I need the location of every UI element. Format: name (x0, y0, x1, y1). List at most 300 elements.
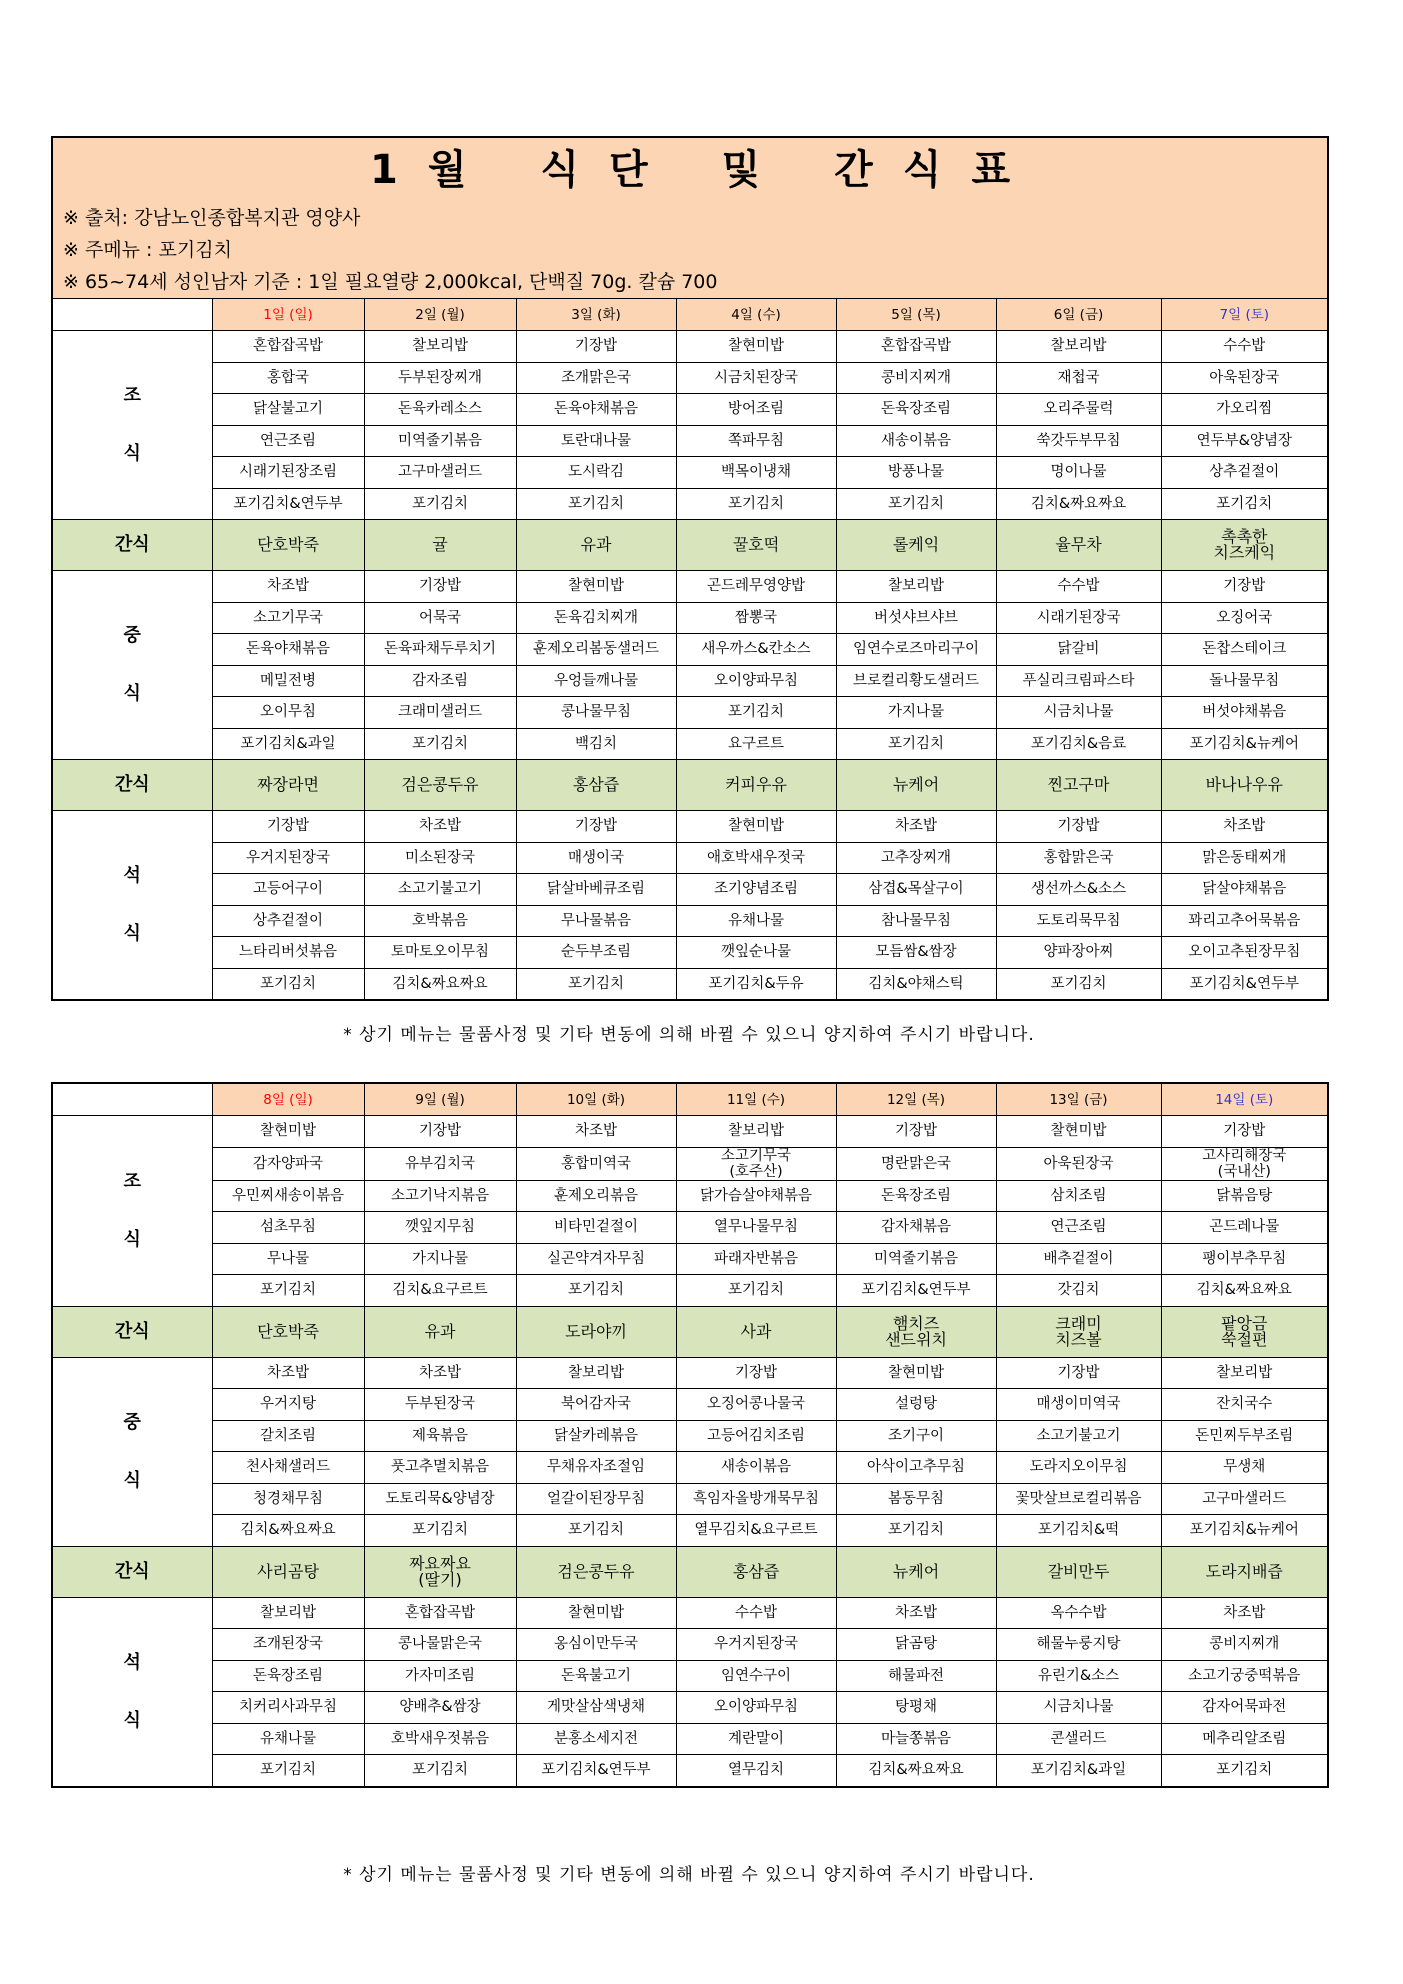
menu-item: 제육볶음 (364, 1420, 516, 1452)
menu-item: 기장밥 (996, 1357, 1161, 1389)
meal-label-char: 석 (123, 1651, 141, 1673)
meal-row (52, 1212, 1328, 1244)
menu-item: 차조밥 (836, 811, 996, 843)
menu-item: 고등어구이 (212, 874, 364, 906)
change-notice: * 상기 메뉴는 물품사정 및 기타 변동에 의해 바뀔 수 있으니 양지하여 주시기 바랍니다. (343, 1025, 1035, 1045)
dinner-label (52, 1597, 212, 1787)
menu-item: 설렁탕 (836, 1389, 996, 1421)
meal-label-char: 중 (123, 1411, 141, 1433)
snack-item: 크래미 치즈볼 (996, 1306, 1161, 1357)
meal-row (52, 665, 1328, 697)
meal-label-char: 식 (123, 923, 141, 944)
menu-item: 수수밥 (1161, 331, 1328, 363)
menu-item: 콩나물맑은국 (364, 1629, 516, 1661)
meal-row (52, 488, 1328, 520)
menu-item: 찰보리밥 (1161, 1357, 1328, 1389)
menu-item: 포기김치&두유 (676, 968, 836, 1000)
day-header: 13일 (금) (996, 1083, 1161, 1116)
menu-item: 비타민겉절이 (516, 1212, 676, 1244)
snack-item: 도라지배즙 (1161, 1546, 1328, 1597)
menu-item: 시금치나물 (996, 697, 1161, 729)
menu-item: 두부된장국 (364, 1389, 516, 1421)
meal-row (52, 1755, 1328, 1787)
menu-item: 상추겉절이 (212, 905, 364, 937)
snack-row-pm (52, 760, 1328, 811)
menu-item: 닭가슴살야채볶음 (676, 1180, 836, 1212)
menu-item: 김치&짜요짜요 (212, 1515, 364, 1547)
meal-row (52, 1452, 1328, 1484)
menu-item: 차조밥 (212, 571, 364, 603)
day-header-corner (52, 299, 212, 331)
menu-item: 포기김치&뉴케어 (1161, 728, 1328, 760)
menu-item: 오이양파무침 (676, 1692, 836, 1724)
menu-item: 가지나물 (836, 697, 996, 729)
menu-item: 혼합잡곡밥 (364, 1597, 516, 1629)
menu-item: 차조밥 (364, 811, 516, 843)
meal-row (52, 842, 1328, 874)
menu-item: 매생이국 (516, 842, 676, 874)
day-header: 10일 (화) (516, 1083, 676, 1116)
menu-item: 훈제오리볶음 (516, 1180, 676, 1212)
menu-item: 조개맑은국 (516, 362, 676, 394)
menu-item: 삼겹&목살구이 (836, 874, 996, 906)
menu-item: 치커리사과무침 (212, 1692, 364, 1724)
menu-item: 포기김치 (996, 968, 1161, 1000)
week2-lunch (52, 1357, 1328, 1546)
menu-item: 애호박새우젓국 (676, 842, 836, 874)
menu-item: 도시락김 (516, 457, 676, 489)
menu-item: 닭살카레볶음 (516, 1420, 676, 1452)
menu-item: 열무김치 (676, 1755, 836, 1787)
menu-item: 시래기된장국 (996, 602, 1161, 634)
dinner-label (52, 811, 212, 1001)
menu-item: 가오리찜 (1161, 394, 1328, 426)
menu-item: 미소된장국 (364, 842, 516, 874)
lunch-label (52, 571, 212, 760)
menu-item: 닭갈비 (996, 634, 1161, 666)
menu-item: 청경채무침 (212, 1483, 364, 1515)
menu-item: 아삭이고추무침 (836, 1452, 996, 1484)
menu-item: 메추리알조림 (1161, 1723, 1328, 1755)
snack-item: 유과 (364, 1306, 516, 1357)
snack-item: 유과 (516, 520, 676, 571)
menu-item: 백김치 (516, 728, 676, 760)
menu-item: 포기김치&과일 (212, 728, 364, 760)
menu-item: 포기김치 (212, 968, 364, 1000)
meal-label-char: 조 (123, 1170, 141, 1192)
menu-item: 닭살불고기 (212, 394, 364, 426)
menu-item: 고구마샐러드 (364, 457, 516, 489)
menu-item: 팽이부추무침 (1161, 1243, 1328, 1275)
breakfast-label (52, 1116, 212, 1307)
menu-item: 찰보리밥 (996, 331, 1161, 363)
snack-label: 간식 (52, 1306, 212, 1357)
nutrition-standard-note: ※ 65~74세 성인남자 기준 : 1일 필요열량 2,000kcal, 단백질 70g. 칼슘 700 (63, 271, 718, 293)
menu-item: 닭살바베큐조림 (516, 874, 676, 906)
meal-row (52, 1243, 1328, 1275)
menu-item: 기장밥 (516, 811, 676, 843)
meal-row (52, 1597, 1328, 1629)
menu-item: 수수밥 (996, 571, 1161, 603)
menu-item: 배추겉절이 (996, 1243, 1161, 1275)
menu-item: 크래미샐러드 (364, 697, 516, 729)
snack-item: 꿀호떡 (676, 520, 836, 571)
snack-item: 검은콩두유 (516, 1546, 676, 1597)
menu-item: 포기김치 (516, 488, 676, 520)
menu-item: 푸실리크림파스타 (996, 665, 1161, 697)
menu-item: 포기김치 (364, 728, 516, 760)
meal-row (52, 362, 1328, 394)
meal-row (52, 394, 1328, 426)
menu-item: 무채유자조절임 (516, 1452, 676, 1484)
menu-item: 섬초무침 (212, 1212, 364, 1244)
menu-item: 옥수수밥 (996, 1597, 1161, 1629)
meal-label-char: 식 (123, 1228, 141, 1250)
menu-item: 연두부&양념장 (1161, 425, 1328, 457)
menu-item: 포기김치 (364, 1755, 516, 1787)
menu-item: 닭볶음탕 (1161, 1180, 1328, 1212)
menu-item: 미역줄기볶음 (836, 1243, 996, 1275)
menu-item: 방풍나물 (836, 457, 996, 489)
menu-item: 깻잎지무침 (364, 1212, 516, 1244)
menu-item: 방어조림 (676, 394, 836, 426)
week1-dinner (52, 811, 1328, 1001)
menu-item: 두부된장찌개 (364, 362, 516, 394)
menu-item: 모듬쌈&쌈장 (836, 937, 996, 969)
snack-item: 뉴케어 (836, 760, 996, 811)
snack-item: 검은콩두유 (364, 760, 516, 811)
menu-item: 콘샐러드 (996, 1723, 1161, 1755)
meal-label-char: 식 (123, 1469, 141, 1491)
menu-item: 실곤약겨자무침 (516, 1243, 676, 1275)
menu-item: 얼갈이된장무침 (516, 1483, 676, 1515)
menu-item: 명이나물 (996, 457, 1161, 489)
menu-item: 고사리해장국 (국내산) (1161, 1147, 1328, 1180)
menu-item: 포기김치&연두부 (836, 1275, 996, 1307)
menu-item: 돈육야채볶음 (212, 634, 364, 666)
meal-row (52, 1389, 1328, 1421)
snack-item: 홍삼즙 (676, 1546, 836, 1597)
menu-item: 콩비지찌개 (836, 362, 996, 394)
menu-item: 무나물볶음 (516, 905, 676, 937)
menu-item: 혼합잡곡밥 (836, 331, 996, 363)
day-header: 2일 (월) (364, 299, 516, 331)
menu-item: 찰현미밥 (836, 1357, 996, 1389)
menu-item: 유채나물 (676, 905, 836, 937)
menu-item: 고구마샐러드 (1161, 1483, 1328, 1515)
menu-item: 아욱된장국 (996, 1147, 1161, 1180)
meal-row (52, 1116, 1328, 1148)
menu-item: 백목이냉채 (676, 457, 836, 489)
menu-item: 조개된장국 (212, 1629, 364, 1661)
menu-item: 포기김치 (212, 1275, 364, 1307)
menu-item: 메밀전병 (212, 665, 364, 697)
meal-row (52, 1660, 1328, 1692)
menu-item: 찰현미밥 (212, 1116, 364, 1148)
menu-item: 유린기&소스 (996, 1660, 1161, 1692)
menu-item: 포기김치 (676, 1275, 836, 1307)
lunch-label (52, 1357, 212, 1546)
menu-item: 우거지된장국 (676, 1629, 836, 1661)
menu-item: 돈육야채볶음 (516, 394, 676, 426)
meal-row (52, 728, 1328, 760)
menu-item: 홍합맑은국 (996, 842, 1161, 874)
meal-label-char: 식 (123, 443, 141, 464)
menu-item: 기장밥 (676, 1357, 836, 1389)
menu-item: 기장밥 (364, 1116, 516, 1148)
menu-item: 돈민찌두부조림 (1161, 1420, 1328, 1452)
menu-item: 새송이볶음 (836, 425, 996, 457)
meal-row (52, 1515, 1328, 1547)
menu-item: 돈육파채두루치기 (364, 634, 516, 666)
meal-label-char: 조 (123, 385, 141, 406)
meal-row (52, 571, 1328, 603)
menu-item: 돈육장조림 (836, 1180, 996, 1212)
menu-item: 찰현미밥 (676, 811, 836, 843)
menu-item: 오징어국 (1161, 602, 1328, 634)
menu-item: 홍합미역국 (516, 1147, 676, 1180)
menu-item: 유부김치국 (364, 1147, 516, 1180)
menu-item: 찰보리밥 (364, 331, 516, 363)
menu-item: 임연수구이 (676, 1660, 836, 1692)
menu-item: 곤드레나물 (1161, 1212, 1328, 1244)
menu-item: 찰보리밥 (836, 571, 996, 603)
menu-item: 돈육카레소스 (364, 394, 516, 426)
menu-item: 기장밥 (516, 331, 676, 363)
menu-item: 해물누룽지탕 (996, 1629, 1161, 1661)
menu-item: 찰보리밥 (516, 1357, 676, 1389)
meal-row (52, 1357, 1328, 1389)
meal-label-char: 석 (123, 865, 141, 886)
menu-item: 찰현미밥 (996, 1116, 1161, 1148)
snack-item: 단호박죽 (212, 1306, 364, 1357)
week1-menu-table (51, 136, 1329, 1001)
day-header: 1일 (일) (212, 299, 364, 331)
menu-item: 우엉들깨나물 (516, 665, 676, 697)
menu-item: 수수밥 (676, 1597, 836, 1629)
menu-item: 호박새우젓볶음 (364, 1723, 516, 1755)
menu-item: 임연수로즈마리구이 (836, 634, 996, 666)
menu-item: 포기김치 (676, 697, 836, 729)
meal-row (52, 634, 1328, 666)
menu-item: 해물파전 (836, 1660, 996, 1692)
menu-item: 소고기궁중떡볶음 (1161, 1660, 1328, 1692)
menu-item: 매생이미역국 (996, 1389, 1161, 1421)
menu-item: 쪽파무침 (676, 425, 836, 457)
meal-row (52, 811, 1328, 843)
meal-row (52, 697, 1328, 729)
meal-row (52, 937, 1328, 969)
day-header: 4일 (수) (676, 299, 836, 331)
menu-item: 꽈리고추어묵볶음 (1161, 905, 1328, 937)
snack-label: 간식 (52, 520, 212, 571)
menu-item: 소고기불고기 (996, 1420, 1161, 1452)
menu-item: 기장밥 (212, 811, 364, 843)
menu-item: 기장밥 (1161, 571, 1328, 603)
menu-item: 포기김치 (212, 1755, 364, 1787)
menu-item: 포기김치 (836, 728, 996, 760)
menu-item: 시금치나물 (996, 1692, 1161, 1724)
menu-item: 봄동무침 (836, 1483, 996, 1515)
menu-item: 깻잎순나물 (676, 937, 836, 969)
menu-item: 탕평채 (836, 1692, 996, 1724)
menu-item: 차조밥 (212, 1357, 364, 1389)
menu-item: 차조밥 (1161, 811, 1328, 843)
breakfast-label (52, 331, 212, 520)
menu-item: 닭살야채볶음 (1161, 874, 1328, 906)
day-header: 6일 (금) (996, 299, 1161, 331)
menu-item: 천사채샐러드 (212, 1452, 364, 1484)
menu-item: 브로컬리황도샐러드 (836, 665, 996, 697)
menu-item: 훈제오리봄동샐러드 (516, 634, 676, 666)
menu-item: 소고기무국 (호주산) (676, 1147, 836, 1180)
menu-item: 짬뽕국 (676, 602, 836, 634)
menu-item: 열무김치&요구르트 (676, 1515, 836, 1547)
menu-item: 갓김치 (996, 1275, 1161, 1307)
menu-item: 우거지된장국 (212, 842, 364, 874)
snack-item: 짜장라면 (212, 760, 364, 811)
menu-item: 잔치국수 (1161, 1389, 1328, 1421)
menu-item: 갈치조림 (212, 1420, 364, 1452)
meal-row (52, 457, 1328, 489)
day-header: 8일 (일) (212, 1083, 364, 1116)
menu-item: 포기김치 (1161, 488, 1328, 520)
menu-item: 포기김치&과일 (996, 1755, 1161, 1787)
menu-item: 쑥갓두부무침 (996, 425, 1161, 457)
menu-item: 무생채 (1161, 1452, 1328, 1484)
menu-item: 새우까스&칸소스 (676, 634, 836, 666)
menu-item: 흑임자올방개묵무침 (676, 1483, 836, 1515)
snack-item: 단호박죽 (212, 520, 364, 571)
menu-item: 감자양파국 (212, 1147, 364, 1180)
snack-item: 갈비만두 (996, 1546, 1161, 1597)
menu-item: 포기김치 (516, 1515, 676, 1547)
change-notice: * 상기 메뉴는 물품사정 및 기타 변동에 의해 바뀔 수 있으니 양지하여 주시기 바랍니다. (343, 1865, 1035, 1885)
snack-item: 촉촉한 치즈케익 (1161, 520, 1328, 571)
menu-item: 명란맑은국 (836, 1147, 996, 1180)
snack-row-am (52, 520, 1328, 571)
menu-item: 도라지오이무침 (996, 1452, 1161, 1484)
menu-item: 유채나물 (212, 1723, 364, 1755)
menu-item: 새송이볶음 (676, 1452, 836, 1484)
snack-item: 찐고구마 (996, 760, 1161, 811)
menu-item: 김치&짜요짜요 (1161, 1275, 1328, 1307)
menu-item: 토란대나물 (516, 425, 676, 457)
meal-row (52, 1147, 1328, 1180)
menu-item: 게맛살삼색냉채 (516, 1692, 676, 1724)
menu-item: 소고기불고기 (364, 874, 516, 906)
menu-item: 감자채볶음 (836, 1212, 996, 1244)
menu-item: 버섯야채볶음 (1161, 697, 1328, 729)
menu-item: 포기김치 (1161, 1755, 1328, 1787)
menu-item: 고추장찌개 (836, 842, 996, 874)
meal-label-char: 식 (123, 683, 141, 704)
menu-item: 참나물무침 (836, 905, 996, 937)
snack-item: 롤케익 (836, 520, 996, 571)
meal-row (52, 331, 1328, 363)
day-header-row (52, 299, 1328, 331)
menu-item: 포기김치&연두부 (212, 488, 364, 520)
snack-item: 커피우유 (676, 760, 836, 811)
menu-item: 아욱된장국 (1161, 362, 1328, 394)
meal-row (52, 1723, 1328, 1755)
menu-item: 포기김치&뉴케어 (1161, 1515, 1328, 1547)
snack-item: 햄치즈 샌드위치 (836, 1306, 996, 1357)
meal-row (52, 1629, 1328, 1661)
menu-item: 포기김치&연두부 (1161, 968, 1328, 1000)
meal-row (52, 874, 1328, 906)
menu-item: 돈육장조림 (212, 1660, 364, 1692)
meal-row (52, 425, 1328, 457)
menu-item: 오징어콩나물국 (676, 1389, 836, 1421)
menu-item: 오리주물럭 (996, 394, 1161, 426)
week2-menu-table (51, 1082, 1329, 1788)
day-header: 12일 (목) (836, 1083, 996, 1116)
menu-item: 찰현미밥 (516, 571, 676, 603)
menu-item: 김치&짜요짜요 (996, 488, 1161, 520)
menu-item: 김치&야채스틱 (836, 968, 996, 1000)
menu-item: 포기김치&음료 (996, 728, 1161, 760)
menu-item: 가지나물 (364, 1243, 516, 1275)
menu-item: 찰현미밥 (516, 1597, 676, 1629)
menu-item: 미역줄기볶음 (364, 425, 516, 457)
menu-item: 시금치된장국 (676, 362, 836, 394)
day-header-corner (52, 1083, 212, 1116)
snack-item: 짜요짜요 (딸기) (364, 1546, 516, 1597)
menu-item: 소고기낙지볶음 (364, 1180, 516, 1212)
snack-item: 율무차 (996, 520, 1161, 571)
main-menu-note: ※ 주메뉴 : 포기김치 (63, 239, 232, 261)
menu-item: 도토리묵무침 (996, 905, 1161, 937)
menu-item: 포기김치&연두부 (516, 1755, 676, 1787)
menu-item: 시래기된장조림 (212, 457, 364, 489)
menu-item: 우민찌새송이볶음 (212, 1180, 364, 1212)
menu-item: 혼합잡곡밥 (212, 331, 364, 363)
menu-item: 옹심이만두국 (516, 1629, 676, 1661)
menu-item: 무나물 (212, 1243, 364, 1275)
menu-item: 홍합국 (212, 362, 364, 394)
menu-item: 김치&짜요짜요 (836, 1755, 996, 1787)
menu-item: 계란말이 (676, 1723, 836, 1755)
menu-item: 오이양파무침 (676, 665, 836, 697)
menu-item: 감자어묵파전 (1161, 1692, 1328, 1724)
menu-item: 찰보리밥 (676, 1116, 836, 1148)
menu-item: 찰현미밥 (676, 331, 836, 363)
menu-item: 포기김치 (364, 488, 516, 520)
menu-item: 포기김치&떡 (996, 1515, 1161, 1547)
meal-row (52, 1180, 1328, 1212)
menu-item: 연근조림 (212, 425, 364, 457)
menu-item: 순두부조림 (516, 937, 676, 969)
meal-row (52, 602, 1328, 634)
menu-item: 도토리묵&양념장 (364, 1483, 516, 1515)
menu-item: 포기김치 (516, 1275, 676, 1307)
menu-item: 차조밥 (836, 1597, 996, 1629)
menu-item: 조기양념조림 (676, 874, 836, 906)
menu-item: 우거지탕 (212, 1389, 364, 1421)
day-header: 9일 (월) (364, 1083, 516, 1116)
menu-item: 삼치조림 (996, 1180, 1161, 1212)
day-header: 3일 (화) (516, 299, 676, 331)
snack-label: 간식 (52, 760, 212, 811)
day-header: 7일 (토) (1161, 299, 1328, 331)
week2-dinner (52, 1597, 1328, 1787)
menu-item: 재첩국 (996, 362, 1161, 394)
header-block (52, 137, 1328, 299)
snack-item: 바나나우유 (1161, 760, 1328, 811)
menu-item: 돈찹스테이크 (1161, 634, 1328, 666)
snack-item: 사과 (676, 1306, 836, 1357)
